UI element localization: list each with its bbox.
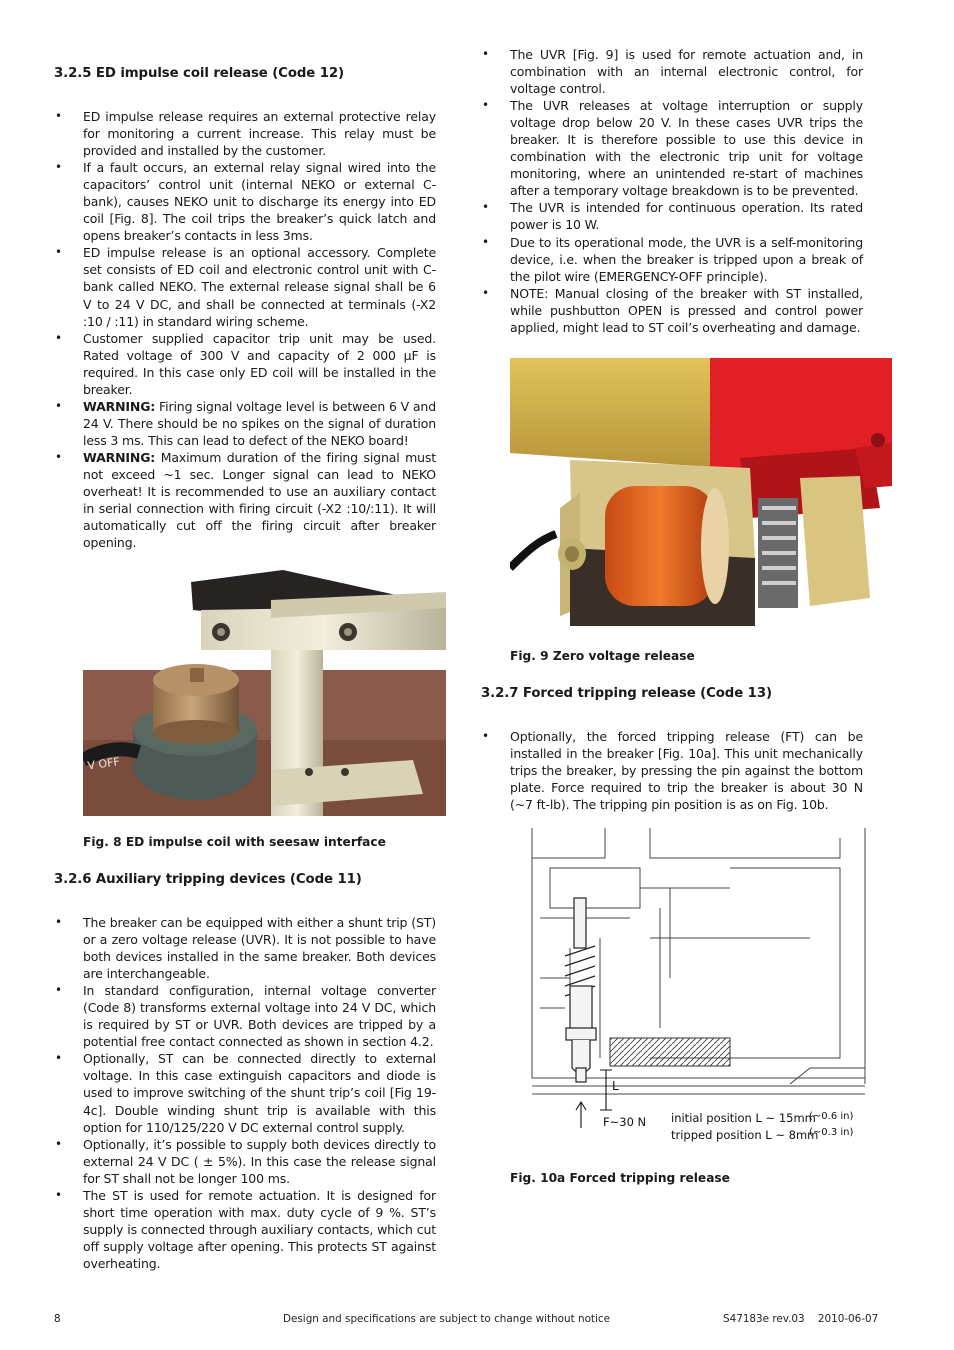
bullet-item: • The ST is used for remote actuation. It is designed for short time operation with max. duty cycle of 9 %. ST’s supply is connected through auxiliary contacts, which cut off supply voltage after opening. This protects ST against overheating. [54, 1187, 436, 1272]
bullet-item: • The UVR is intended for continuous operation. Its rated power is 10 W. [481, 199, 863, 233]
bullet-text: Maximum duration of the firing signal must not exceed ~1 sec. Longer signal can lead to NEKO overheat! It is recommended to use an auxiliary contact in serial connection with firing circuit (-X2 :10/:11). It will automatically cut off the firing circuit after breaker opening. [83, 449, 436, 551]
bullet-item [54, 330, 436, 398]
bullet-item: • The UVR releases at voltage interruption or supply voltage drop below 20 V. In these cases UVR trips the breaker. It is therefore possible to use this device in combination with the electronic trip unit for voltage monitoring, where an unintended re-start of machines after a temporary voltage breakdown is to be prevented. [481, 97, 863, 199]
bullet-text: Customer supplied capacitor trip unit may be used. Rated voltage of 300 V and capacity of 2 000 µF is required. In this case only ED coil will be installed in the breaker. [83, 330, 436, 397]
bullet-item: • The UVR [Fig. 9] is used for remote actuation and, in combination with an internal electronic control, for voltage control. [481, 46, 863, 97]
fig9-caption: Fig. 9 Zero voltage release [510, 649, 695, 663]
bullet-item: • In standard configuration, internal voltage converter (Code 8) transforms external voltage into 24 V DC, which is required by ST or UVR. Both devices are tripped by a potential free contact connected as shown in section 4.2. [54, 982, 436, 1050]
coil-label-text: V OFF [86, 755, 121, 773]
bullet-item: • NOTE: Manual closing of the breaker with ST installed, while pushbutton OPEN is pressed and control power applied, might lead to ST coil’s overheating and damage. [481, 285, 863, 336]
bullet-text: ED impulse release requires an external protective relay for monitoring a current increase. This relay must be provided and installed by the customer. [83, 109, 436, 159]
uvr-bullet-list [481, 46, 863, 336]
section-heading-3-2-5: 3.2.5 ED impulse coil release (Code 12) [54, 66, 345, 81]
fig10a-label-force: F~30 N [603, 1115, 647, 1129]
fig10a-caption: Fig. 10a Forced tripping release [510, 1171, 730, 1185]
section-heading-3-2-6: 3.2.6 Auxiliary tripping devices (Code 11) [54, 872, 362, 887]
bullet-item: • Due to its operational mode, the UVR is a self-monitoring device, i.e. when the breaker is tripped upon a break of the pilot wire (EMERGENCY-OFF principle). [481, 234, 863, 285]
document-reference: S47183e rev.03 2010-06-07 [723, 1313, 879, 1325]
forced-tripping-bullet-list [481, 728, 863, 813]
fig8-caption: Fig. 8 ED impulse coil with seesaw interface [83, 835, 386, 849]
fig10a-label-l: L [612, 1079, 619, 1093]
ed-coil-bullet-list [54, 108, 436, 551]
warning-label: WARNING: [83, 449, 156, 465]
warning-label: WARNING: [83, 398, 156, 414]
bullet-item: • Optionally, ST can be connected directly to external voltage. In this case extinguish capacitors and diode is used to improve switching of the shunt trip’s coil [Fig 19-4c]. Double winding shunt trip is available with this option for 110/125/220 V DC external control supply. [54, 1050, 436, 1135]
bullet-text: Firing signal voltage level is between 6 V and 24 V. There should be no spikes on the signal of duration less 3 ms. This can lead to defect of the NEKO board! [83, 398, 436, 448]
page-number: 8 [54, 1313, 61, 1325]
fig10a-initial-inch: (~0.6 in) [809, 1111, 854, 1122]
fig8-ed-coil-photo [83, 570, 446, 816]
bullet-item: • Optionally, the forced tripping release (FT) can be installed in the breaker [Fig. 10a]. This unit mechanically trips the breaker, by pressing the pin against the bottom plate. Force required to trip the breaker is about 30 N (~7 ft-lb). The tripping pin position is as on Fig. 10b. [481, 728, 863, 813]
bullet-item [54, 398, 436, 449]
fig10a-forced-tripping-drawing [510, 828, 870, 1146]
bullet-item [54, 159, 436, 244]
aux-tripping-bullet-list [54, 914, 436, 1272]
bullet-item: • The breaker can be equipped with either a shunt trip (ST) or a zero voltage release (UVR). It is not possible to have both devices installed in the same breaker. Both devices are interchangeable. [54, 914, 436, 982]
fig10a-tripped-inch: (~0.3 in) [809, 1127, 854, 1138]
fig10a-initial-position: initial position L ~ 15mm [671, 1111, 816, 1125]
section-heading-3-2-7: 3.2.7 Forced tripping release (Code 13) [481, 686, 772, 701]
bullet-text: If a fault occurs, an external relay signal wired into the capacitors’ control unit (internal NEKO or external C-bank), causes NEKO unit to discharge its energy into ED coil [Fig. 8]. The coil trips the breaker’s quick latch and opens breaker’s contacts in less 3ms. [83, 160, 436, 244]
bullet-item [54, 244, 436, 329]
fig10a-tripped-position: tripped position L ~ 8mm [671, 1128, 819, 1142]
bullet-text: ED impulse release is an optional accessory. Complete set consists of ED coil and electronic control unit with C-bank called NEKO. The external release signal shall be 6 V to 24 V DC, and shall be connected at terminals (-X2 :10 / :11) in standard wiring scheme. [83, 245, 436, 329]
footer-notice: Design and specifications are subject to change without notice [283, 1313, 610, 1325]
fig9-uvr-photo [510, 358, 892, 626]
bullet-item [54, 108, 436, 159]
bullet-item [54, 449, 436, 551]
bullet-item: • Optionally, it’s possible to supply both devices directly to external 24 V DC ( ± 5%). In this case the release signal for ST shall not be longer 100 ms. [54, 1136, 436, 1187]
